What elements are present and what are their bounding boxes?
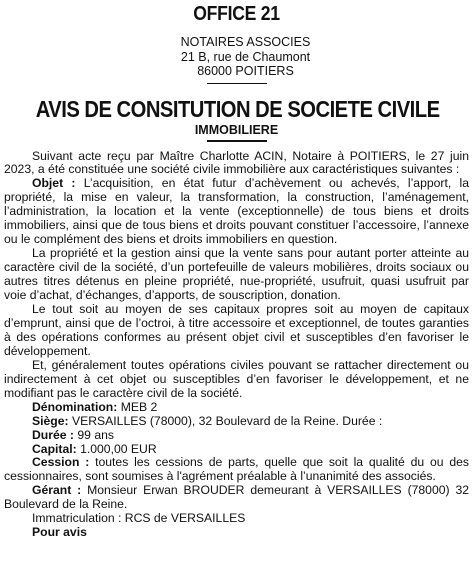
capital-value: 1.000,00 EUR [76, 441, 157, 456]
immatriculation-line: Immatriculation : RCS de VERSAILLES [32, 511, 246, 526]
notice-body [3, 150, 470, 541]
property-paragraph: La propriété et la gestion ainsi que la vente sans pour autant porter atteinte au caractère civil de la société, d’un portefeuille de valeurs mobilières, droits sociaux ou autres titres détenus en pleine propriété, nue-propriété, usufruit, quasi usufruit par voie d’achat, d’échanges, d’apports, de souscription, donation. [4, 246, 469, 303]
city-address: 86000 POITIERS [197, 64, 294, 78]
objet-paragraph [4, 177, 469, 247]
duree-line [4, 429, 469, 443]
denomination-value: MEB 2 [117, 399, 158, 414]
title-divider [207, 140, 267, 142]
siege-value: VERSAILLES (78000), 32 Boulevard de la Reine. Durée : [68, 413, 383, 428]
duree-label: Durée : [32, 427, 74, 442]
legal-notice [0, 2, 473, 565]
objet-text: L’acquisition, en état futur d’achèvement ou achevés, l’apport, la propriété, la mise en valeur, la transformation, la construction, l’aménagement, l’administration, la location et la vente (exceptionnelle) de tous biens et droits immobiliers, ainsi que de tous biens et droits pouvant constituer l’accessoire, l’annexe ou le complément des biens et droits immobiliers en question. [4, 176, 470, 247]
duree-value: 99 ans [74, 427, 114, 442]
office-name: OFFICE 21 [193, 3, 280, 25]
cession-value: toutes les cessions de parts, quelle que soit la qualité du ou des cessionnaires, sont soumises à l'agrément préalable à l’unanimité des associés. [4, 455, 469, 484]
firm-name: NOTAIRES ASSOCIES [180, 35, 311, 49]
denomination-label: Dénomination: [32, 399, 118, 414]
street-address: 21 B, rue de Chaumont [180, 49, 311, 64]
general-paragraph: Et, généralement toutes opérations civiles pouvant se rattacher directement ou indirectement à cet objet ou susceptibles d’en favoriser le développement, et ne modifiant pas le caractère civil de la société. [4, 357, 469, 400]
financing-paragraph: Le tout soit au moyen de ses capitaux propres soit au moyen de capitaux d’emprunt, ainsi que de l’octroi, à titre accessoire et exceptionnel, de toutes garanties à des opérations conformes au présent objet civil et susceptibles d’en favoriser le développement. [4, 301, 469, 358]
gerant-label: Gérant : [32, 483, 82, 498]
gerant-paragraph [4, 484, 469, 512]
siege-line [4, 415, 469, 429]
cession-paragraph [4, 456, 469, 484]
intro-paragraph: Suivant acte reçu par Maître Charlotte ACIN, Notaire à POITIERS, le 27 juin 2023, a été constituée une société civile immobilière aux caractéristiques suivantes : [4, 148, 469, 177]
gerant-value: Monsieur Erwan BROUDER demeurant à VERSAILLES (78000) 32 Boulevard de la Reine. [4, 483, 470, 512]
capital-label: Capital: [32, 441, 77, 456]
objet-label: Objet : [32, 176, 76, 191]
office-address [3, 35, 470, 79]
denomination-line [4, 401, 469, 415]
siege-label: Siège: [32, 413, 69, 428]
notice-title: AVIS DE CONSITUTION DE SOCIETE CIVILE [35, 96, 440, 122]
cession-label: Cession : [32, 455, 90, 470]
notice-subtitle: IMMOBILIERE [194, 123, 279, 137]
closing-line: Pour avis [32, 525, 87, 540]
capital-line [4, 443, 469, 457]
header-divider [207, 83, 267, 85]
